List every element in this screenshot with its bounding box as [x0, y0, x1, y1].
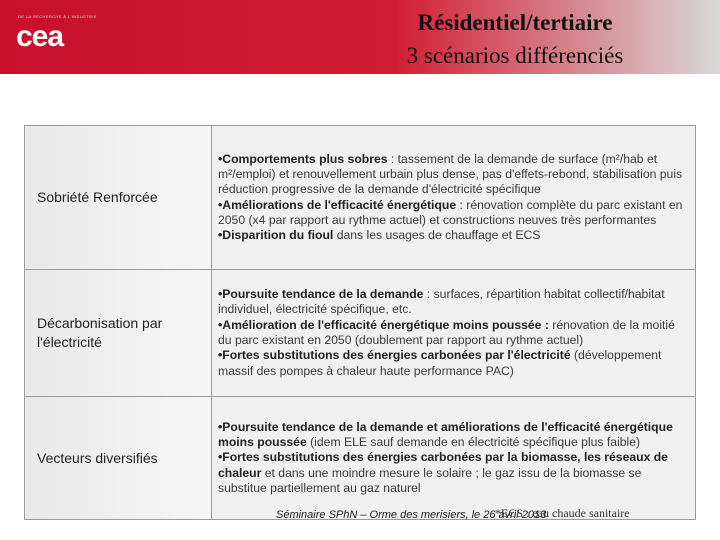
table-row [25, 397, 696, 520]
scenario-description [212, 126, 696, 270]
slide-title [330, 8, 700, 72]
bullet-heading: •Disparition du fioul [218, 228, 334, 243]
bullet-heading: •Poursuite tendance de la demande [218, 287, 424, 302]
bullet [218, 152, 689, 198]
bullet-heading: •Améliorations de l'efficacité énergétique [218, 197, 457, 212]
cea-logo: cea [16, 20, 64, 53]
scenario-label: Vecteurs diversifiés [25, 397, 212, 520]
title-line-2: 3 scénarios différenciés [406, 43, 624, 68]
bullet-heading: •Amélioration de l'efficacité énergétique moins poussée : [218, 317, 549, 332]
scenario-description [212, 270, 696, 397]
header-banner [0, 0, 720, 74]
scenario-description [212, 397, 696, 520]
bullet [218, 348, 689, 379]
table-row [25, 270, 696, 397]
bullet-text: : surfaces, répartition habitat collectif/habitat individuel, électricité spécifique, etc. [218, 287, 665, 317]
logo-tagline: DE LA RECHERCHE À L'INDUSTRIE [18, 14, 97, 19]
bullet-text: dans les usages de chauffage et ECS [333, 228, 541, 243]
bullet-text: : rénovation complète du parc existant en 2050 (x4 par rapport au rythme actuel) et constructions neuves très performantes [218, 197, 683, 227]
bullet-text: rénovation de la moitié du parc existant en 2050 (doublement par rapport au rythme actuel) [218, 317, 675, 347]
scenario-label: Décarbonisation par l'électricité [25, 270, 212, 397]
bullet-text: (développement massif des pompes à chaleur haute performance PAC) [218, 348, 662, 378]
bullet [218, 287, 689, 318]
bullet [218, 198, 689, 229]
footer-text: Séminaire SPhN – Orme des merisiers, le 26 avril 2013 [276, 509, 547, 521]
bullet-heading: •Poursuite tendance de la demande et améliorations de l'efficacité énergétique moins poussée [218, 419, 673, 450]
bullet [218, 420, 689, 451]
bullet-text: et dans une moindre mesure le solaire ; le gaz issu de la biomasse se substitue partiellement au gaz naturel [218, 465, 642, 495]
table-row [25, 126, 696, 270]
bullet-text: (idem ELE sauf demande en électricité spécifique plus faible) [306, 435, 641, 450]
scenario-label: Sobriété Renforcée [25, 126, 212, 270]
scenario-table [24, 125, 696, 520]
bullet-heading: •Fortes substitutions des énergies carbonées par la biomasse, les réseaux de chaleur [218, 450, 668, 480]
bullet [218, 450, 689, 496]
bullet-heading: •Fortes substitutions des énergies carbonées par l'électricité [218, 348, 571, 363]
bullet [218, 318, 689, 349]
bullet-heading: •Comportements plus sobres [218, 151, 388, 166]
bullet [218, 228, 689, 243]
bullet-text: : tassement de la demande de surface (m²/hab et m²/emploi) et renouvellement urbain plus dense, pas d'effets-rebond, stabilisation puis réduction progressive de la demande d'électricité spécifique [218, 151, 683, 197]
title-line-1: Résidentiel/tertiaire [417, 10, 613, 35]
footnote: *ECS : eau chaude sanitaire [495, 506, 630, 520]
